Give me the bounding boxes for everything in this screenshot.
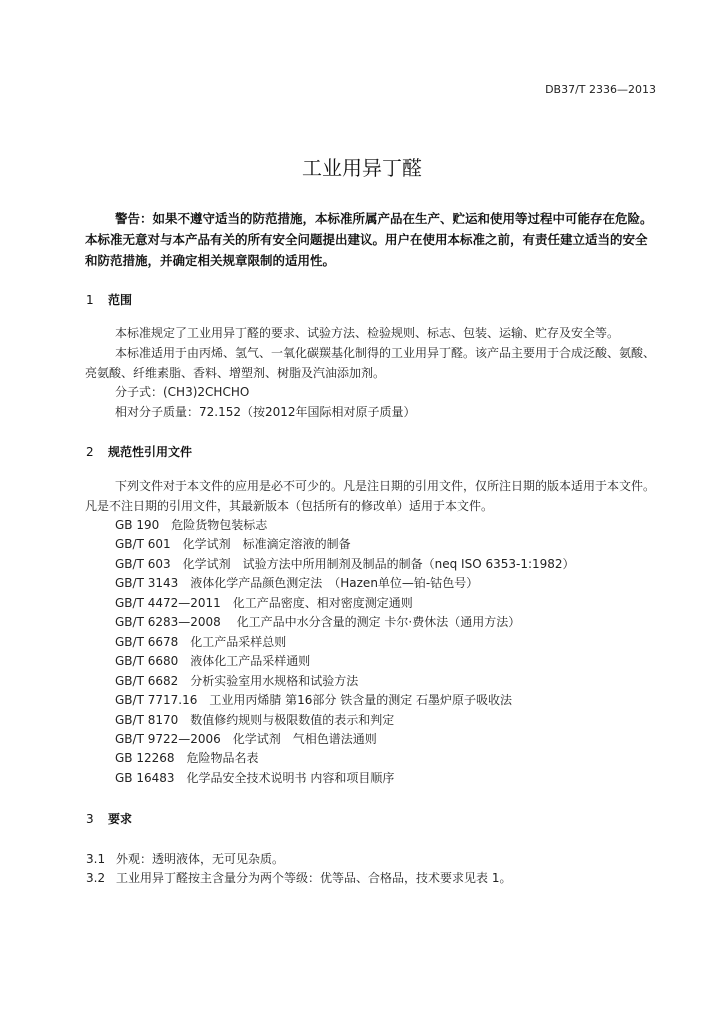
reference-item: GB/T 7717.16 工业用丙烯腈 第16部分 铁含量的测定 石墨炉原子吸收法 [115, 693, 513, 708]
scope-paragraph-1: 本标准规定了工业用异丁醛的要求、试验方法、检验规则、标志、包装、运输、贮存及安全等。 [115, 326, 620, 340]
document-title: 工业用异丁醛 [302, 156, 422, 180]
section-1-heading [86, 291, 132, 308]
requirement-item [86, 850, 284, 867]
requirement-item [86, 869, 511, 886]
reference-item: GB 190 危险货物包装标志 [115, 518, 268, 532]
clause-text: 工业用异丁醛按主含量分为两个等级：优等品、合格品，技术要求见表 1。 [116, 871, 512, 885]
section-number: 3 [86, 812, 94, 826]
section-2-heading [86, 443, 192, 460]
section-title: 规范性引用文件 [108, 445, 193, 459]
molecular-mass: 相对分子质量：72.152（按2012年国际相对原子质量） [115, 405, 416, 419]
reference-item: GB/T 601 化学试剂 标准滴定溶液的制备 [115, 537, 351, 552]
section-3-heading [86, 810, 132, 827]
section-title: 范围 [108, 293, 133, 307]
reference-list [115, 516, 575, 788]
clause-number: 3.2 [86, 871, 106, 885]
molecular-formula: 分子式：(CH3)2CHCHO [115, 385, 250, 399]
section-number: 1 [86, 293, 94, 307]
clause-number: 3.1 [86, 852, 106, 866]
section-number: 2 [86, 445, 94, 459]
reference-item: GB/T 3143 液体化学产品颜色测定法 （Hazen单位—铂-钴色号） [115, 576, 479, 591]
section-title: 要求 [108, 812, 133, 826]
references-intro: 下列文件对于本文件的应用是必不可少的。凡是注日期的引用文件，仅所注日期的版本适用于本文件。凡是不注日期的引用文件，其最新版本（包括所有的修改单）适用于本文件。 [85, 479, 656, 513]
reference-item: GB 16483 化学品安全技术说明书 内容和项目顺序 [115, 770, 395, 785]
reference-item: GB/T 6678 化工产品采样总则 [115, 634, 287, 649]
reference-item: GB/T 8170 数值修约规则与极限数值的表示和判定 [115, 712, 395, 727]
reference-item: GB/T 6682 分析实验室用水规格和试验方法 [115, 673, 359, 688]
reference-item: GB/T 4472—2011 化工产品密度、相对密度测定通则 [115, 595, 413, 610]
clause-text: 外观：透明液体，无可见杂质。 [116, 852, 285, 866]
standard-code: DB37/T 2336—2013 [545, 83, 656, 96]
reference-item: GB/T 6680 液体化工产品采样通则 [115, 654, 311, 669]
reference-item: GB/T 603 化学试剂 试验方法中所用制剂及制品的制备（neq ISO 6353-1:1982） [115, 556, 575, 571]
reference-item: GB/T 9722—2006 化学试剂 气相色谱法通则 [115, 731, 377, 746]
warning-paragraph: 警告：如果不遵守适当的防范措施，本标准所属产品在生产、贮运和使用等过程中可能存在危险。本标准无意对与本产品有关的所有安全问题提出建议。用户在使用本标准之前，有责任建立适当的安全和防范措施，并确定相关规章限制的适用性。 [85, 211, 653, 268]
scope-paragraph-2: 本标准适用于由丙烯、氢气、一氧化碳羰基化制得的工业用异丁醛。该产品主要用于合成泛酸、氨酸、亮氨酸、纤维素脂、香料、增塑剂、树脂及汽油添加剂。 [85, 346, 656, 380]
reference-item: GB 12268 危险物品名表 [115, 751, 259, 766]
reference-item: GB/T 6283—2008 化工产品中水分含量的测定 卡尔·费休法（通用方法） [115, 615, 521, 630]
